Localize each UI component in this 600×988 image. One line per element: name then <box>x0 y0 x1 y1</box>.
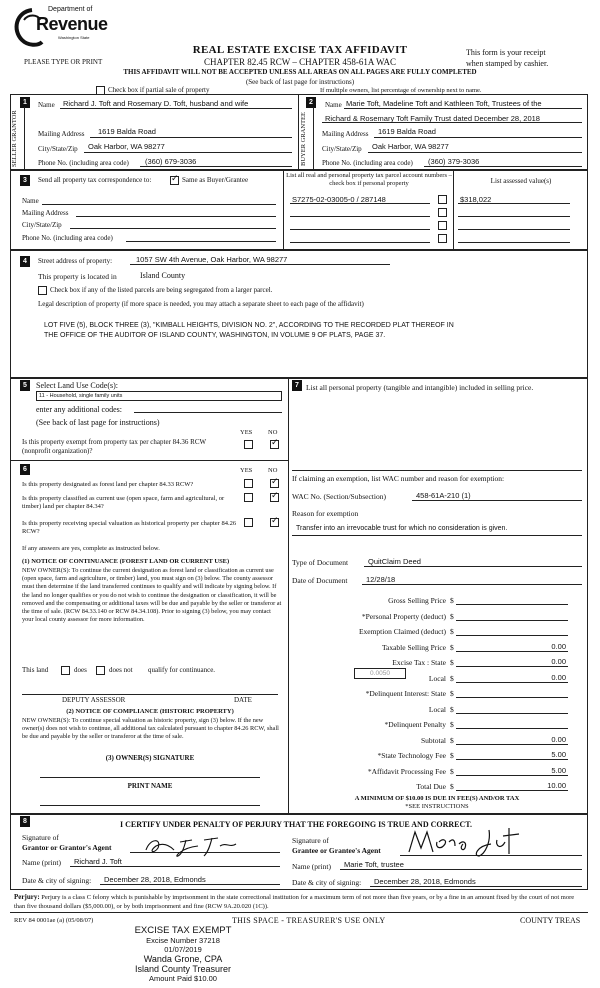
fee-row-label: *Personal Property (deduct) <box>361 612 446 621</box>
fee-row-line <box>456 635 568 636</box>
owner-signature-label: (3) OWNER(S) SIGNATURE <box>105 754 195 762</box>
grantor-date[interactable]: December 28, 2018, Edmonds <box>104 875 206 884</box>
qualify-label: qualify for continuance. <box>148 666 216 674</box>
exempt-no-label: NO <box>268 429 278 436</box>
form-subtitle: CHAPTER 82.45 RCW – CHAPTER 458-61A WAC <box>204 57 396 67</box>
legal-line2[interactable]: THE OFFICE OF THE AUDITOR OF ISLAND COUNTY, WASHINGTON, IN VOLUME 9 OF PLATS, PAGE 37. <box>44 332 386 339</box>
fee-row-label: Gross Selling Price <box>388 596 446 605</box>
grantee-sig-label1: Signature of <box>292 836 329 845</box>
exempt-no-checkbox[interactable] <box>270 440 279 449</box>
fee-row-label: Excise Tax : State <box>392 658 446 667</box>
fee-row-line <box>456 604 568 605</box>
historic-yes-checkbox[interactable] <box>244 518 253 527</box>
segregated-label: Check box if any of the listed parcels are being segregated from a larger parcel. <box>50 286 273 294</box>
section-8-number: 8 <box>20 816 30 827</box>
buyer-mailing-label: Mailing Address <box>322 130 369 138</box>
fee-row-line <box>456 682 568 683</box>
perjury-text: Perjury is a class C felony which is punishable by imprisonment in the state correctional institution for a maximum term of not more than five years, or by a fine in an amount fixed by the court of not more than five thousand dollars ($5,000.00), or by both imprisonment and fine (RCW 9A.20.020 (1C)). <box>14 894 575 910</box>
does-checkbox[interactable] <box>61 666 70 675</box>
parcel-personal-checkbox-1[interactable] <box>438 195 447 204</box>
buyer-mailing[interactable]: 1619 Balda Road <box>378 127 436 136</box>
fee-row-value[interactable]: 0.00 <box>551 642 566 651</box>
this-land-label: This land <box>22 666 49 674</box>
buyer-name-label: Name <box>325 101 342 109</box>
if-any-yes: If any answers are yes, complete as instructed below. <box>22 545 160 552</box>
personal-property-label: List all personal property (tangible and intangible) included in selling price. <box>306 383 534 392</box>
grantor-name[interactable]: Richard J. Toft <box>74 857 122 866</box>
doc-date-label: Date of Document <box>292 576 348 585</box>
seller-city[interactable]: Oak Harbor, WA 98277 <box>88 142 165 151</box>
fee-row-line <box>456 666 568 667</box>
receipt-line1: This form is your receipt <box>466 48 546 57</box>
fee-row-value[interactable]: 10.00 <box>547 781 566 790</box>
grantee-signature[interactable] <box>405 826 535 860</box>
additional-codes-label: enter any additional codes: <box>36 405 122 414</box>
please-type: PLEASE TYPE OR PRINT <box>24 58 103 66</box>
multiple-owners: If multiple owners, list percentage of ownership next to name. <box>320 87 482 94</box>
fee-row-dollar: $ <box>450 612 454 621</box>
fee-row-value[interactable]: 0.00 <box>551 735 566 744</box>
fee-row-label: *Affidavit Processing Fee <box>367 767 446 776</box>
assessed-header: List assessed value(s) <box>490 177 552 185</box>
section-1-number: 1 <box>20 97 30 108</box>
forest-no-checkbox[interactable] <box>270 479 279 488</box>
grantee-signature-icon <box>405 826 535 858</box>
fee-row-dollar: $ <box>450 658 454 667</box>
wac-label: WAC No. (Section/Subsection) <box>292 492 386 501</box>
does-not-label: does not <box>109 666 133 674</box>
street-address[interactable]: 1057 SW 4th Avenue, Oak Harbor, WA 98277 <box>136 255 288 264</box>
buyer-phone[interactable]: (360) 379-3036 <box>428 157 480 166</box>
fee-row-dollar: $ <box>450 767 454 776</box>
section-7-number: 7 <box>292 380 302 391</box>
reason-text[interactable]: Transfer into an irrevocable trust for which no consideration is given. <box>296 525 508 532</box>
forest-question: Is this property designated as forest land per chapter 84.33 RCW? <box>22 481 194 488</box>
legal-label: Legal description of property (if more space is needed, you may attach a separate sheet to each page of the affidavit) <box>38 300 364 308</box>
section-2-number: 2 <box>306 97 316 108</box>
see-back: (See back of last page for instructions) <box>245 78 355 86</box>
fee-row-dollar: $ <box>450 627 454 636</box>
grantor-date-label: Date & city of signing: <box>22 876 92 885</box>
seller-mailing-label: Mailing Address <box>38 130 85 138</box>
buyer-phone-label: Phone No. (including area code) <box>322 159 413 167</box>
see-back-5: (See back of last page for instructions) <box>36 418 160 427</box>
fee-row-dollar: $ <box>450 689 454 698</box>
buyer-city-label: City/State/Zip <box>322 145 362 153</box>
department-logo <box>8 4 118 56</box>
grantee-date-label: Date & city of signing: <box>292 878 362 887</box>
fee-row-dollar: $ <box>450 674 454 683</box>
exempt-yes-checkbox[interactable] <box>244 440 253 449</box>
fee-row-value[interactable]: 0.00 <box>551 673 566 682</box>
doc-type-label: Type of Document <box>292 558 349 567</box>
stamp-line5: Island County Treasurer <box>134 964 232 974</box>
local-rate-input[interactable]: 0.0050 <box>354 668 406 679</box>
print-name-label: PRINT NAME <box>127 782 173 790</box>
seller-mailing[interactable]: 1619 Balda Road <box>98 127 156 136</box>
section-4-box <box>10 250 588 378</box>
grantor-sig-label1: Signature of <box>22 833 59 842</box>
partial-sale-label: Check box if partial sale of property <box>108 86 210 94</box>
tax-mailing-label: Mailing Address <box>22 209 69 217</box>
fee-row-label: *State Technology Fee <box>377 751 446 760</box>
deputy-assessor-label: DEPUTY ASSESSOR <box>62 696 126 704</box>
land-use-label: Select Land Use Code(s): <box>36 381 118 390</box>
fee-row-dollar: $ <box>450 751 454 760</box>
does-label: does <box>74 666 87 674</box>
fee-row-dollar: $ <box>450 720 454 729</box>
land-use-select[interactable]: 11 - Household, single family units <box>36 391 282 401</box>
fee-row-dollar: $ <box>450 705 454 714</box>
fee-row-label: Taxable Selling Price <box>381 643 446 652</box>
buyer-name-line2[interactable]: Richard & Rosemary Toft Family Trust dated December 28, 2018 <box>325 114 540 123</box>
does-not-checkbox[interactable] <box>96 666 105 675</box>
parcel-personal-checkbox-2[interactable] <box>438 208 447 217</box>
exempt-yes-label: YES <box>240 429 253 436</box>
fee-row-dollar: $ <box>450 643 454 652</box>
seller-name[interactable]: Richard J. Toft and Rosemary D. Toft, husband and wife <box>63 99 249 108</box>
certify-text: I CERTIFY UNDER PENALTY OF PERJURY THAT THE FOREGOING IS TRUE AND CORRECT. <box>120 820 473 829</box>
warning-text: THIS AFFIDAVIT WILL NOT BE ACCEPTED UNLESS ALL AREAS ON ALL PAGES ARE FULLY COMPLETED <box>123 68 477 76</box>
grantor-name-label: Name (print) <box>22 858 61 867</box>
county-name[interactable]: Island County <box>140 271 186 280</box>
buyer-grantee-label: BUYER GRANTEE <box>300 112 307 166</box>
form-number: REV 84 0001ae (a) (05/08/07) <box>14 917 94 924</box>
dept-line2: Revenue <box>36 14 108 34</box>
forest-yes-checkbox[interactable] <box>244 479 253 488</box>
fee-row-value[interactable]: 5.00 <box>551 766 566 775</box>
grantee-date[interactable]: December 28, 2018, Edmonds <box>374 877 476 886</box>
fee-row-label: Local <box>428 705 446 714</box>
section-5-number: 5 <box>20 380 30 391</box>
grantee-name[interactable]: Marie Toft, trustee <box>344 860 404 869</box>
fee-row-label: *Delinquent Interest: State <box>365 689 446 698</box>
fee-row-line <box>456 790 568 791</box>
receipt-line2: when stamped by cashier. <box>466 59 549 68</box>
reason-label: Reason for exemption <box>292 509 359 518</box>
see-instructions: *SEE INSTRUCTIONS <box>405 803 469 810</box>
perjury-label: Perjury: <box>14 893 40 901</box>
grantee-name-label: Name (print) <box>292 862 331 871</box>
fee-row-line <box>456 620 568 621</box>
same-as-buyer-label: Same as Buyer/Grantee <box>182 176 249 184</box>
grantee-sig-label2: Grantee or Grantee's Agent <box>292 846 381 855</box>
dept-line1: Department of <box>48 6 93 13</box>
fee-row-value[interactable]: 0.00 <box>551 657 566 666</box>
tax-phone-label: Phone No. (including area code) <box>22 234 113 242</box>
section-6-number: 6 <box>20 464 30 475</box>
fee-row-line <box>456 775 568 776</box>
stamp-line2: Excise Number 37218 <box>146 936 220 945</box>
seller-grantor-label: SELLER GRANTOR <box>11 110 18 168</box>
dept-tagline: Washington State <box>58 35 90 40</box>
parcel-personal-checkbox-4[interactable] <box>438 234 447 243</box>
fee-row-label: Exemption Claimed (deduct) <box>358 627 446 636</box>
buyer-name[interactable]: Marie Toft, Madeline Toft and Kathleen Toft, Trustees of the <box>346 99 542 108</box>
minimum-due: A MINIMUM OF $10.00 IS DUE IN FEE(S) AND/OR TAX <box>354 795 520 802</box>
section-4-number: 4 <box>20 256 30 267</box>
perjury-notice <box>14 893 586 911</box>
section-3-number: 3 <box>20 175 30 186</box>
stamp-line4: Wanda Grone, CPA <box>143 954 223 964</box>
fee-row-label: *Delinquent Penalty <box>384 720 446 729</box>
fee-row-label: Total Due <box>416 782 446 791</box>
fee-row-dollar: $ <box>450 596 454 605</box>
fee-row-line <box>456 697 568 698</box>
current-use-question: Is this property classified as current use (open space, farm and agricultural, or timber) land per chapter 84.34? <box>22 495 225 510</box>
deputy-date-label: DATE <box>234 696 252 704</box>
stamp-line6: Amount Paid $10.00 <box>149 974 217 983</box>
street-label: Street address of property: <box>38 257 113 265</box>
treasurer-stamp <box>108 926 258 983</box>
historic-no-checkbox[interactable] <box>270 518 279 527</box>
doc-date[interactable]: 12/28/18 <box>366 575 396 584</box>
seller-phone-label: Phone No. (including area code) <box>38 159 129 167</box>
assessed-value[interactable]: $318,022 <box>460 195 492 204</box>
fee-row-label: Subtotal <box>420 736 446 745</box>
form-title: REAL ESTATE EXCISE TAX AFFIDAVIT <box>192 44 408 56</box>
county-treas: COUNTY TREAS <box>520 916 581 925</box>
fee-row-line <box>456 651 568 652</box>
fee-row-dollar: $ <box>450 782 454 791</box>
fee-row-dollar: $ <box>450 736 454 745</box>
fee-row-line <box>456 728 568 729</box>
notice2-text: NEW OWNER(S): To continue special valuation as historic property, sign (3) below. If the new owner(s) does not wish to continue, all additional tax calculated pursuant to chapter 84.26 RCW, shall be due and payable by the seller or transferor at the time of sale. <box>22 717 279 740</box>
segregated-checkbox[interactable] <box>38 286 47 295</box>
wac-number[interactable]: 458-61A-210 (1) <box>416 491 471 500</box>
buyer-city[interactable]: Oak Harbor, WA 98277 <box>372 142 449 151</box>
seller-city-label: City/State/Zip <box>38 145 78 153</box>
same-as-buyer-checkbox[interactable] <box>170 176 179 185</box>
treasurer-use: THIS SPACE - TREASURER'S USE ONLY <box>232 916 386 925</box>
fee-row-line <box>456 713 568 714</box>
tax-name-label: Name <box>22 197 39 205</box>
send-correspondence-label: Send all property tax correspondence to: <box>38 176 152 184</box>
fee-row-value[interactable]: 5.00 <box>551 750 566 759</box>
designation-yes-label: YES <box>240 467 253 474</box>
exempt-question: Is this property exempt from property tax per chapter 84.36 RCW (nonprofit organization)? <box>22 438 206 455</box>
seller-name-label: Name <box>38 101 55 109</box>
parcel-number[interactable]: S7275-02-03005-0 / 287148 <box>292 195 386 204</box>
stamp-line1: EXCISE TAX EXEMPT <box>134 925 232 936</box>
claim-exemption-label: If claiming an exemption, list WAC number and reason for exemption: <box>292 474 505 483</box>
doc-type[interactable]: QuitClaim Deed <box>368 557 421 566</box>
parcel-header: List all real and personal property tax parcel account numbers – check box if personal property <box>286 172 452 187</box>
parcel-personal-checkbox-3[interactable] <box>438 221 447 230</box>
seller-phone[interactable]: (360) 679-3036 <box>145 157 197 166</box>
legal-line1[interactable]: LOT FIVE (5), BLOCK THREE (3), "KIMBALL HEIGHTS, DIVISION NO. 2", ACCORDING TO THE RECORDED PLAT THEREOF IN <box>44 322 454 329</box>
grantor-sig-label2: Grantor or Grantor's Agent <box>22 843 112 852</box>
historic-question: Is this property receiving special valuation as historical property per chapter 84.26 RCW? <box>22 520 237 535</box>
current-use-no-checkbox[interactable] <box>270 493 279 502</box>
tax-city-label: City/State/Zip <box>22 221 62 229</box>
notice2-title: (2) NOTICE OF COMPLIANCE (HISTORIC PROPERTY) <box>66 708 234 715</box>
fee-row-line <box>456 759 568 760</box>
stamp-line3: 01/07/2019 <box>164 945 202 954</box>
designation-no-label: NO <box>268 467 278 474</box>
notice1-title: (1) NOTICE OF CONTINUANCE (FOREST LAND OR CURRENT USE) <box>22 558 230 565</box>
current-use-yes-checkbox[interactable] <box>244 493 253 502</box>
located-prefix: This property is located in <box>38 272 117 281</box>
fee-row-label: Local <box>428 674 446 683</box>
notice1-text: NEW OWNER(S): To continue the current designation as forest land or classification as current use (open space, farm and agriculture, or timber) land, you must sign on (3) below. The county assessor must then determine if the land transferred continues to qualify and will indicate by signing below. If the land no longer qualifies or you do not wish to continue the designation or classification, it will be removed and the compensating or additional taxes will be due and payable by the seller or transferor at the time of sale. (RCW 84.33.140 or RCW 84.34.108). Prior to signing (3) below, you may contact your local county assessor for more information. <box>22 567 282 624</box>
grantor-signature-icon <box>140 834 260 858</box>
grantor-signature[interactable] <box>140 834 260 860</box>
fee-row-line <box>456 744 568 745</box>
